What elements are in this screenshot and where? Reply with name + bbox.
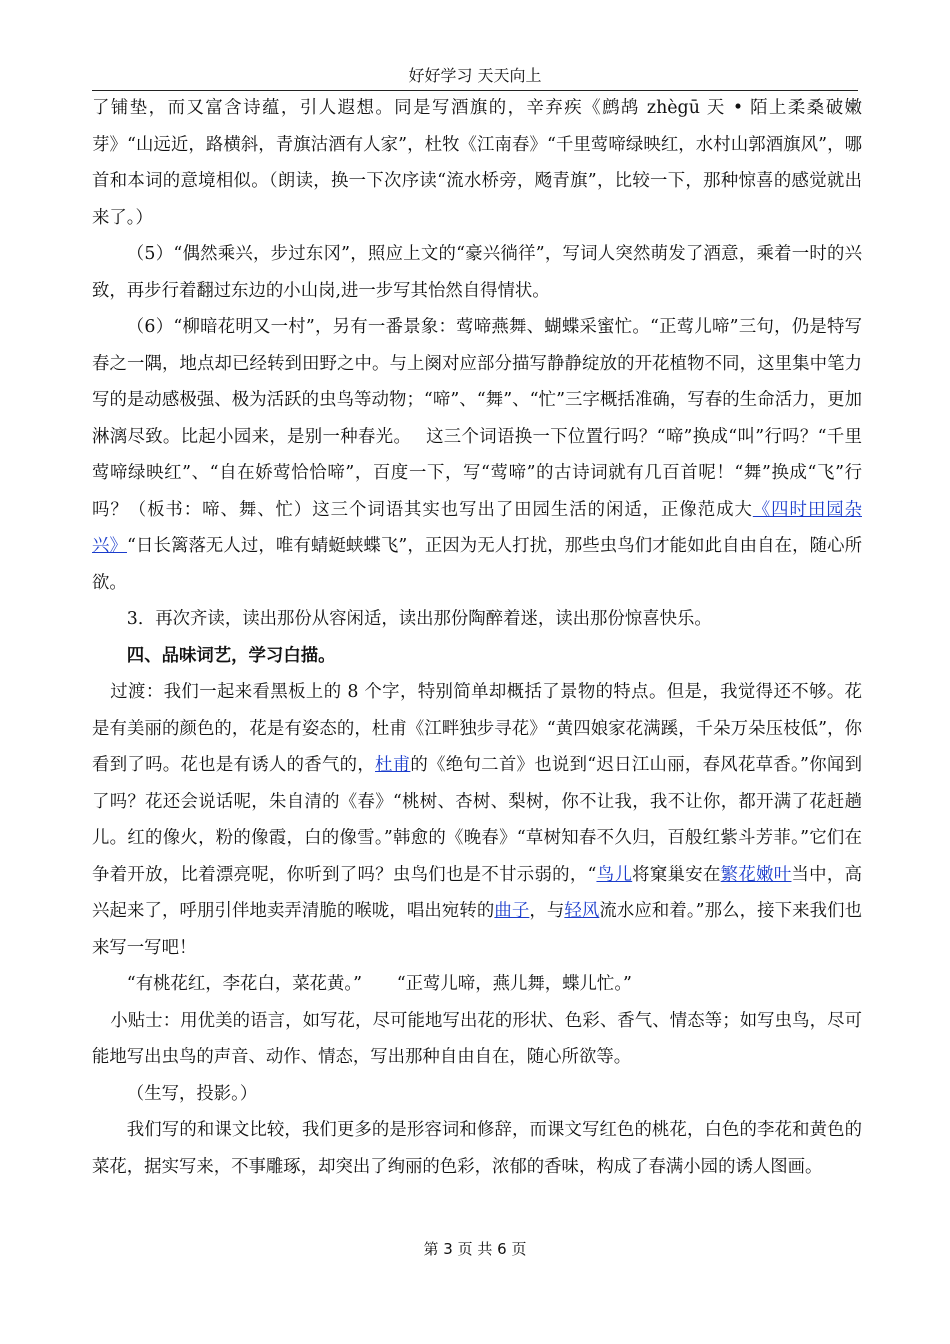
transition-text-b: 的《绝句二首》也说到“迟日江山丽，春风花草香。”你闻到了吗？花还会说话呢，朱自清的《春》“桃树、杏树、梨树，你不让我，我不让你，都开满了花赶趟儿。红的像火，粉的像霞，白的像雪。”韩愈的《晚春》“草树知春不久归，百般红紫斗芳菲。”它们在争着开放，比着漂亮呢，你听到了吗？虫鸟们也是不甘示弱的，“ [92,755,862,885]
paragraph-transition [92,674,862,966]
paragraph-comparison: 我们写的和课文比较，我们更多的是形容词和修辞，而课文写红色的桃花，白色的李花和黄色的菜花，据实写来，不事雕琢，却突出了绚丽的色彩，浓郁的香味，构成了春满小园的诱人图画。 [92,1120,862,1177]
link-qingfeng[interactable]: 轻风 [564,901,600,921]
page-header: 好好学习 天天向上 [92,64,858,91]
page-footer: 第 3 页 共 6 页 [423,1240,527,1258]
paragraph-tips: 小贴士：用优美的语言，如写花，尽可能地写出花的形状、色彩、香气、情态等；如写虫鸟，尽可能地写出虫鸟的声音、动作、情态，写出那种自由自在，随心所欲等。 [92,1010,862,1067]
document-body [92,90,862,1185]
section-heading: 四、品味词艺，学习白描。 [126,645,336,666]
transition-text-e: ，与 [529,901,565,921]
paragraph-6-text-a: （6）“柳暗花明又一村”，另有一番景象：莺啼燕舞、蝴蝶采蜜忙。“正莺儿啼”三句，仍是特写春之一隅，地点却已经转到田野之中。与上阕对应部分描写静静绽放的开花植物不同，这里集中笔力写的是动感极强、极为活跃的虫鸟等动物；“啼”、“舞”、“忙”三字概括准确，写春的生命活力，更加淋漓尽致。比起小园来，是别一种春光。 这三个词语换一下位置行吗？“啼”换成“叫”行吗？“千里莺啼绿映红”、“自在娇莺恰恰啼”，百度一下，写“莺啼”的古诗词就有几百首呢！“舞”换成“飞”行吗？（板书：啼、舞、忙）这三个词语其实也写出了田园生活的闲适，正像范成大 [92,317,862,520]
paragraph-6 [92,309,862,601]
link-du-fu[interactable]: 杜甫 [375,755,411,775]
link-fanhua-nenye[interactable]: 繁花嫩叶 [720,864,792,885]
transition-text-c: 将窠巢安在 [632,864,721,885]
link-quzi[interactable]: 曲子 [494,901,530,921]
link-niao-er[interactable]: 鸟儿 [596,864,633,885]
transition-text-a: 过渡：我们一起来看黑板上的 8 个字，特别简单却概括了景物的特点。但是，我觉得还不够。花是有美丽的颜色的，花是有姿态的，杜甫《江畔独步寻花》“黄四娘家花满蹊，千朵万朵压枝低”，你看到了吗。花也是有诱人的香气的， [92,682,862,775]
paragraph-student-writing: （生写，投影。） [126,1083,258,1104]
transition-text-f: 流水应和着。”那么，接下来我们也来写一写吧！ [92,901,862,958]
paragraph-wine-flag: 了铺垫，而又富含诗蕴，引人遐想。同是写酒旗的，辛弃疾《鹧鸪 zhègū 天 • 陌上柔桑破嫩芽》“山远近，路横斜，青旗沽酒有人家”，杜牧《江南春》“千里莺啼绿映红，水村山郭酒旗风”，哪首和本词的意境相似。（朗读，换一下次序读“流水桥旁，飏青旗”，比较一下，那种惊喜的感觉就出来了。） [92,98,862,228]
paragraph-quotes: “有桃花红，李花白，菜花黄。” “正莺儿啼，燕儿舞，蝶儿忙。” [126,974,632,994]
paragraph-5: （5）“偶然乘兴，步过东冈”，照应上文的“豪兴徜徉”，写词人突然萌发了酒意，乘着一时的兴致，再步行着翻过东边的小山岗,进一步写其怡然自得情状。 [92,244,862,301]
link-sishi-tianyuan[interactable]: 《四时田园杂兴》 [92,499,862,556]
paragraph-6-text-b: “日长篱落无人过，唯有蜻蜓蛱蝶飞”，正因为无人打扰，那些虫鸟们才能如此自由自在，随心所欲。 [92,536,862,593]
paragraph-3-reread: 3．再次齐读，读出那份从容闲适，读出那份陶醉着迷，读出那份惊喜快乐。 [126,609,712,629]
transition-text-d: 当中，高兴起来了，呼朋引伴地卖弄清脆的喉咙，唱出宛转的 [92,864,862,921]
